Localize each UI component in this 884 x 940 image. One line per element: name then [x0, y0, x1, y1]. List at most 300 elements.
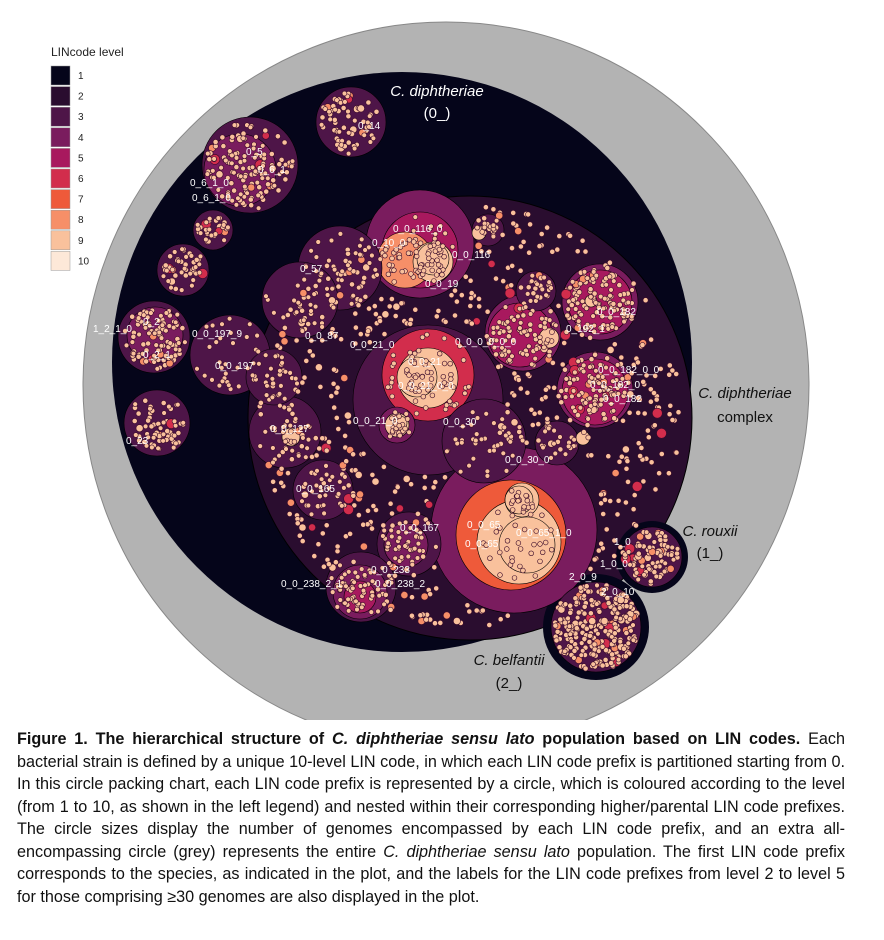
genome-dot	[515, 494, 520, 499]
genome-dot	[159, 343, 164, 348]
caption-body-b: population. The first LIN code prefix corresponds to the species, as indicated in the plot, and the labels for the LIN code prefixes from level 2 to level 5 for those comprising ≥30 genomes are also displayed in the plot.	[17, 842, 845, 906]
genome-dot	[197, 270, 202, 275]
genome-dot	[393, 410, 398, 415]
genome-dot	[449, 293, 454, 298]
genome-dot	[406, 554, 411, 559]
genome-dot	[288, 307, 293, 312]
genome-dot	[630, 288, 635, 293]
genome-dot	[393, 313, 398, 318]
genome-dot	[510, 508, 515, 513]
genome-dot	[264, 189, 269, 194]
genome-dot	[470, 410, 475, 415]
genome-dot	[589, 598, 594, 603]
prefix-label: 1_0	[614, 537, 631, 548]
genome-dot	[143, 424, 148, 429]
genome-dot	[336, 284, 341, 289]
genome-dot	[263, 429, 268, 434]
genome-dot	[566, 616, 571, 621]
legend-swatch	[51, 128, 70, 147]
genome-dot	[604, 527, 609, 532]
genome-dot	[468, 303, 473, 308]
genome-dot	[173, 320, 178, 325]
genome-dot	[282, 140, 287, 145]
genome-dot	[529, 279, 534, 284]
genome-dot	[390, 523, 395, 528]
genome-dot	[426, 256, 431, 261]
genome-dot	[392, 361, 397, 366]
genome-dot	[581, 369, 586, 374]
genome-dot	[614, 615, 619, 620]
genome-dot	[496, 364, 501, 369]
genome-dot	[624, 466, 629, 471]
genome-dot	[255, 333, 260, 338]
genome-dot	[346, 420, 351, 425]
genome-dot	[315, 468, 320, 473]
genome-dot	[510, 499, 515, 504]
genome-dot	[619, 454, 624, 459]
genome-dot	[326, 562, 331, 567]
genome-dot	[312, 321, 317, 326]
genome-dot	[204, 237, 209, 242]
genome-dot	[342, 486, 347, 491]
genome-dot	[569, 639, 574, 644]
complex-species-label: C. diphtheriae	[698, 385, 792, 402]
genome-dot	[248, 184, 255, 191]
genome-dot	[674, 551, 679, 556]
genome-dot	[423, 406, 428, 411]
genome-dot	[537, 410, 542, 415]
prefix-label: 2_0_10	[601, 587, 635, 598]
genome-dot	[324, 448, 329, 453]
genome-dot	[330, 590, 335, 595]
genome-dot	[658, 554, 663, 559]
genome-dot	[389, 380, 394, 385]
genome-dot	[270, 376, 275, 381]
prefix-label: 0_0_127	[270, 424, 309, 435]
genome-dot	[220, 135, 225, 140]
genome-dot	[586, 589, 591, 594]
genome-dot	[289, 164, 294, 169]
genome-dot	[287, 499, 294, 506]
genome-dot	[566, 307, 571, 312]
genome-dot	[620, 418, 625, 423]
genome-dot	[548, 309, 553, 314]
genome-dot	[580, 648, 585, 653]
genome-dot	[296, 453, 301, 458]
genome-dot	[629, 628, 634, 633]
genome-dot	[480, 608, 485, 613]
prefix-label: 0_0_21_0	[353, 416, 398, 427]
rouxii-species-label: C. rouxii	[682, 523, 738, 540]
genome-dot	[172, 433, 177, 438]
genome-dot	[175, 312, 180, 317]
genome-dot	[482, 216, 487, 221]
genome-dot	[257, 361, 262, 366]
genome-dot	[513, 523, 518, 528]
genome-dot	[491, 234, 496, 239]
genome-dot	[583, 249, 588, 254]
genome-dot	[606, 601, 611, 606]
genome-dot	[522, 329, 527, 334]
genome-dot	[512, 393, 517, 398]
genome-dot	[586, 417, 591, 422]
prefix-label: 1_0_0	[600, 559, 628, 570]
genome-dot	[362, 573, 367, 578]
genome-dot	[644, 530, 649, 535]
genome-dot	[565, 313, 570, 318]
genome-dot	[323, 107, 328, 112]
genome-dot	[547, 280, 552, 285]
genome-dot	[549, 329, 554, 334]
genome-dot	[662, 569, 667, 574]
genome-dot	[582, 269, 587, 274]
genome-dot	[552, 428, 557, 433]
genome-dot	[367, 114, 372, 119]
genome-dot	[418, 613, 423, 618]
genome-dot	[256, 206, 261, 211]
genome-dot	[575, 249, 580, 254]
genome-dot	[314, 255, 319, 260]
genome-dot	[265, 176, 270, 181]
genome-dot	[588, 294, 593, 299]
genome-dot	[339, 143, 344, 148]
genome-dot	[626, 300, 631, 305]
genome-dot	[285, 312, 290, 317]
genome-dot	[346, 263, 351, 268]
genome-dot	[529, 551, 534, 556]
caption-title-b: population based on LIN codes.	[534, 730, 801, 748]
genome-dot	[667, 363, 672, 368]
genome-dot	[264, 393, 269, 398]
genome-dot	[316, 542, 321, 547]
genome-dot	[474, 608, 479, 613]
genome-dot	[587, 633, 592, 638]
genome-dot	[250, 373, 255, 378]
genome-dot	[152, 331, 157, 336]
genome-dot	[452, 403, 457, 408]
genome-dot	[391, 353, 396, 358]
genome-dot	[505, 410, 510, 415]
prefix-label: 0_0_238_2	[375, 579, 426, 590]
genome-dot	[370, 472, 375, 477]
genome-dot	[453, 437, 458, 442]
complex-word-label: complex	[717, 409, 773, 426]
genome-dot	[542, 275, 547, 280]
genome-dot	[510, 354, 515, 359]
genome-dot	[398, 433, 403, 438]
genome-dot	[309, 512, 314, 517]
genome-dot	[469, 296, 474, 301]
genome-dot	[646, 435, 651, 440]
genome-dot	[435, 258, 440, 263]
genome-dot	[204, 220, 209, 225]
genome-dot	[448, 361, 453, 366]
diphtheriae-code-label: (0_)	[423, 105, 451, 122]
genome-dot	[443, 319, 448, 324]
genome-dot	[545, 416, 550, 421]
genome-dot	[521, 313, 526, 318]
genome-dot	[636, 441, 641, 446]
genome-dot	[413, 399, 418, 404]
genome-dot	[568, 285, 573, 290]
genome-dot	[130, 314, 135, 319]
genome-dot	[653, 564, 658, 569]
genome-dot	[648, 579, 653, 584]
genome-dot	[229, 181, 234, 186]
genome-dot	[341, 125, 346, 130]
genome-dot	[631, 507, 636, 512]
genome-dot	[317, 278, 322, 283]
genome-dot	[236, 196, 241, 201]
prefix-label: 0_0_116_0	[393, 224, 443, 235]
genome-dot	[586, 435, 591, 440]
genome-dot	[271, 446, 276, 451]
genome-dot	[491, 331, 496, 336]
genome-dot	[463, 391, 468, 396]
genome-dot	[168, 254, 173, 259]
genome-dot	[497, 550, 502, 555]
genome-dot	[407, 373, 412, 378]
genome-dot	[353, 325, 358, 330]
genome-dot	[356, 303, 361, 308]
genome-dot	[346, 114, 351, 119]
genome-dot	[236, 384, 241, 389]
genome-dot	[387, 304, 392, 309]
genome-dot	[585, 422, 590, 427]
genome-dot	[189, 254, 194, 259]
genome-dot	[334, 415, 339, 420]
genome-dot	[509, 246, 514, 251]
genome-dot	[299, 444, 304, 449]
genome-dot	[628, 562, 633, 567]
genome-dot	[283, 369, 288, 374]
genome-dot	[418, 241, 423, 246]
genome-dot	[450, 244, 455, 249]
genome-dot	[150, 445, 155, 450]
genome-dot	[227, 316, 232, 321]
genome-dot	[652, 423, 657, 428]
genome-dot	[610, 325, 615, 330]
genome-dot	[602, 497, 607, 502]
genome-dot	[540, 550, 545, 555]
genome-dot	[572, 648, 577, 653]
genome-dot	[607, 260, 612, 265]
genome-dot	[338, 563, 343, 568]
genome-dot	[638, 453, 643, 458]
genome-dot	[254, 135, 259, 140]
genome-dot	[636, 577, 641, 582]
genome-dot	[275, 134, 280, 139]
genome-dot	[353, 311, 358, 316]
genome-dot	[538, 340, 543, 345]
genome-dot	[425, 370, 430, 375]
genome-dot	[502, 425, 507, 430]
genome-dot	[176, 341, 181, 346]
genome-dot	[669, 553, 674, 558]
genome-dot	[539, 231, 544, 236]
genome-dot	[563, 602, 568, 607]
genome-dot	[642, 411, 647, 416]
genome-dot	[469, 321, 474, 326]
genome-dot	[581, 363, 586, 368]
genome-dot	[358, 584, 363, 589]
genome-dot	[351, 559, 356, 564]
genome-dot	[403, 544, 408, 549]
genome-dot	[354, 599, 359, 604]
genome-dot	[636, 551, 641, 556]
genome-dot	[161, 400, 166, 405]
prefix-label: 0_0_65	[465, 539, 499, 550]
genome-dot	[592, 642, 597, 647]
genome-dot	[326, 439, 331, 444]
genome-dot	[179, 288, 184, 293]
genome-dot	[386, 385, 391, 390]
prefix-label: 2_0_9	[569, 572, 597, 583]
genome-dot	[160, 323, 165, 328]
genome-dot	[210, 168, 215, 173]
genome-dot	[381, 523, 386, 528]
genome-dot	[568, 418, 573, 423]
genome-dot	[379, 297, 384, 302]
genome-dot	[666, 471, 671, 476]
genome-dot	[497, 331, 502, 336]
genome-dot	[607, 346, 614, 353]
genome-dot	[340, 269, 345, 274]
genome-dot	[607, 274, 612, 279]
genome-dot	[555, 247, 560, 252]
genome-dot	[517, 425, 522, 430]
genome-dot	[176, 259, 181, 264]
genome-dot	[279, 331, 286, 338]
genome-dot	[355, 575, 360, 580]
genome-dot	[580, 299, 585, 304]
genome-dot	[555, 629, 560, 634]
genome-dot	[217, 383, 222, 388]
genome-dot	[544, 293, 549, 298]
prefix-label: 0_14	[358, 121, 381, 132]
genome-dot	[382, 332, 387, 337]
genome-dot	[161, 432, 166, 437]
genome-dot	[255, 180, 260, 185]
genome-dot	[616, 657, 621, 662]
genome-dot	[159, 336, 164, 341]
genome-dot	[520, 438, 525, 443]
genome-dot	[588, 611, 593, 616]
genome-dot	[283, 439, 288, 444]
genome-dot	[532, 542, 537, 547]
genome-dot	[541, 445, 546, 450]
legend-level-label: 5	[78, 153, 84, 165]
genome-dot	[352, 146, 357, 151]
genome-dot	[387, 263, 392, 268]
genome-dot	[623, 500, 628, 505]
genome-dot	[263, 353, 268, 358]
genome-dot	[432, 621, 437, 626]
genome-dot	[568, 632, 573, 637]
genome-dot	[292, 439, 297, 444]
genome-dot	[205, 172, 210, 177]
genome-dot	[295, 381, 300, 386]
genome-dot	[421, 554, 426, 559]
genome-dot	[495, 325, 500, 330]
genome-dot	[434, 586, 439, 591]
genome-dot	[337, 292, 344, 299]
genome-dot	[353, 570, 358, 575]
genome-dot	[373, 312, 378, 317]
genome-dot	[540, 316, 545, 321]
belfantii-species-label: C. belfantii	[473, 652, 545, 669]
genome-dot	[663, 534, 668, 539]
genome-dot	[528, 328, 533, 333]
genome-dot	[363, 583, 368, 588]
prefix-label: 0_0_21_0_0	[398, 381, 454, 392]
legend-level-label: 2	[78, 91, 84, 103]
genome-dot	[300, 499, 305, 504]
genome-dot	[569, 303, 574, 308]
genome-dot	[593, 402, 598, 407]
genome-dot	[338, 598, 343, 603]
genome-dot	[362, 275, 367, 280]
genome-dot	[518, 320, 523, 325]
genome-dot	[362, 133, 367, 138]
genome-dot	[170, 267, 175, 272]
legend-level-label: 8	[78, 215, 84, 227]
prefix-label: 0_0_21	[408, 357, 442, 368]
genome-dot	[320, 531, 325, 536]
genome-dot	[399, 301, 404, 306]
genome-dot	[521, 568, 526, 573]
prefix-label: 0_0_116	[452, 250, 491, 261]
genome-dot	[271, 381, 276, 386]
genome-dot	[183, 340, 188, 345]
legend-level-label: 9	[78, 235, 84, 247]
genome-dot	[571, 389, 576, 394]
genome-dot	[346, 597, 351, 602]
genome-dot	[516, 314, 521, 319]
genome-dot	[265, 383, 270, 388]
genome-dot	[578, 405, 583, 410]
genome-dot	[454, 299, 459, 304]
genome-dot	[272, 488, 277, 493]
genome-dot	[477, 304, 482, 309]
genome-dot	[642, 572, 647, 577]
genome-dot	[591, 314, 596, 319]
genome-dot	[306, 286, 311, 291]
prefix-label: 0_10_0	[372, 238, 406, 249]
genome-dot	[572, 656, 577, 661]
genome-dot	[180, 326, 185, 331]
genome-dot	[273, 354, 278, 359]
genome-dot	[631, 281, 636, 286]
genome-dot	[467, 609, 472, 614]
genome-dot	[408, 350, 413, 355]
genome-dot	[609, 634, 614, 639]
genome-dot	[522, 504, 527, 509]
genome-dot	[162, 411, 167, 416]
genome-dot	[553, 451, 558, 456]
genome-dot	[558, 617, 563, 622]
genome-dot	[352, 118, 357, 123]
legend-swatch	[51, 107, 70, 126]
genome-dot	[221, 144, 226, 149]
genome-dot	[500, 417, 505, 422]
genome-dot	[552, 441, 557, 446]
genome-dot	[351, 293, 356, 298]
genome-dot	[231, 341, 236, 346]
genome-dot	[480, 230, 485, 235]
genome-dot	[518, 564, 523, 569]
prefix-label: 0_0_30	[443, 417, 477, 428]
